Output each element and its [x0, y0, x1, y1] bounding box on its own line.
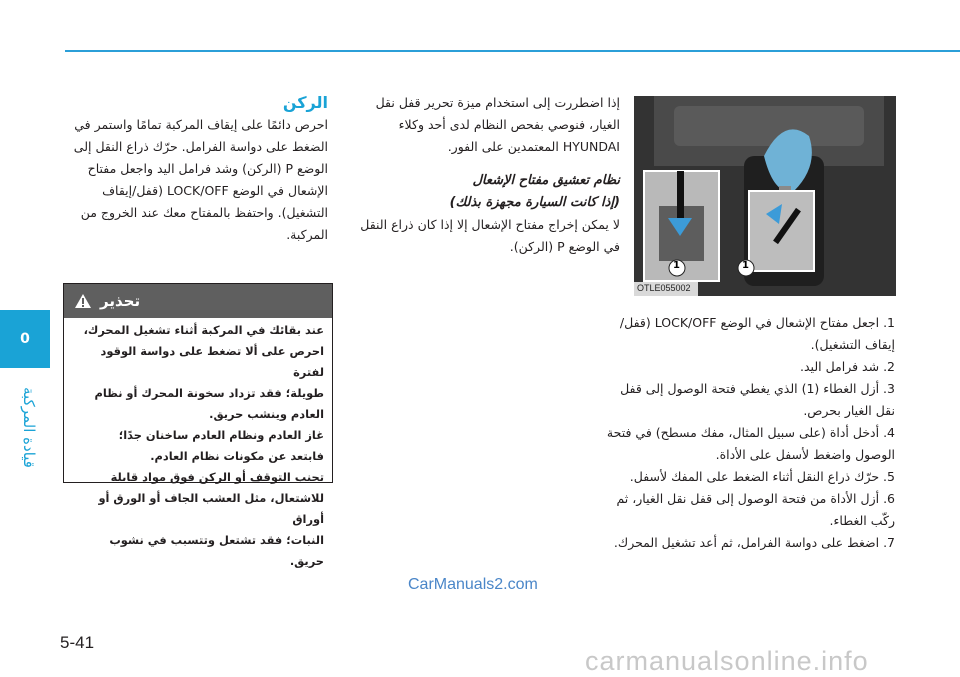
chapter-tab — [0, 310, 50, 368]
step-2: 2. شد فرامل اليد. — [800, 359, 895, 374]
right-column — [605, 312, 895, 554]
step-6: 6. أزل الأداة من فتحة الوصول إلى قفل نقل الغيار، ثم ركّب الغطاء. — [616, 491, 895, 528]
warning-line: طويلة؛ فقد تزداد سخونة المحرك أو نظام — [94, 386, 324, 400]
warning-body — [64, 318, 332, 572]
warning-box — [63, 283, 333, 568]
chapter-number: 0 — [20, 331, 30, 347]
step-3: 3. أزل الغطاء (1) الذي يغطي فتحة الوصول إلى قفل نقل الغيار بحرص. — [620, 381, 895, 418]
photo-caption: OTLE055002 — [637, 283, 691, 293]
step-1: 1. اجعل مفتاح الإشعال في الوضع LOCK/OFF (قفل/إيقاف التشغيل). — [619, 315, 895, 352]
middle-column — [345, 92, 620, 258]
interlock-body: لا يمكن إخراج مفتاح الإشعال إلا إذا كان ذراع النقل في الوضع P (الركن). — [360, 217, 620, 254]
watermark-footer: carmanualsonline.info — [585, 646, 869, 676]
top-rule — [65, 50, 960, 52]
shift-lever-photo — [634, 96, 896, 296]
callout-1a: 1 — [673, 260, 680, 271]
interlock-heading: نظام تعشيق مفتاح الإشعال — [472, 173, 620, 188]
warning-line: احرص على ألا تضغط على دواسة الوقود لفترة — [100, 344, 324, 379]
warning-title: تحذير — [100, 292, 141, 310]
step-4: 4. أدخل أداة (على سبيل المثال، مفك مسطح) في فتحة الوصول واضغط لأسفل على الأداة. — [606, 425, 895, 462]
warning-line: تجنب التوقف أو الركن فوق مواد قابلة — [110, 470, 324, 484]
step-7: 7. اضغط على دواسة الفرامل، ثم أعد تشغيل المحرك. — [613, 535, 895, 550]
parking-body: احرص دائمًا على إيقاف المركبة تمامًا واستمر في الضغط على دواسة الفرامل. حرّك ذراع النقل إلى الوضع P (الركن) وشد فرامل اليد واجعل مفتاح الإشعال في الوضع LOCK/OFF (قفل/إيقاف التشغيل). واحتفظ بالمفتاح معك عند الخروج من المركبة. — [73, 117, 328, 242]
warning-line: للاشتعال، مثل العشب الجاف أو الورق أو أوراق — [98, 491, 324, 526]
chapter-title: قيادة المركبة — [20, 386, 38, 468]
warning-line: عند بقائك في المركبة أثناء تشغيل المحرك، — [83, 323, 324, 337]
parking-heading: الركن — [282, 93, 328, 112]
warning-line: النبات؛ فقد تشتعل وتتسبب في نشوب حريق. — [109, 533, 324, 568]
callout-1b: 1 — [742, 260, 749, 271]
warning-line: غاز العادم ونظام العادم ساخنان جدًا؛ — [118, 428, 324, 442]
page-number: 5-41 — [60, 633, 95, 652]
step-5: 5. حرّك ذراع النقل أثناء الضغط على المفك لأسفل. — [629, 469, 895, 484]
warning-line: فابتعد عن مكونات نظام العادم. — [150, 449, 324, 463]
release-intro: إذا اضطررت إلى استخدام ميزة تحرير قفل نقل الغيار، فنوصي بفحص النظام لدى أحد وكلاء HYUNDAI المعتمدين على الفور. — [375, 95, 620, 154]
warning-header — [64, 284, 332, 318]
warning-icon — [74, 293, 92, 309]
interlock-subheading: (إذا كانت السيارة مجهزة بذلك) — [449, 195, 620, 210]
warning-line: العادم وينشب حريق. — [209, 407, 324, 421]
left-column — [63, 92, 328, 246]
watermark-link[interactable]: CarManuals2.com — [408, 576, 538, 593]
